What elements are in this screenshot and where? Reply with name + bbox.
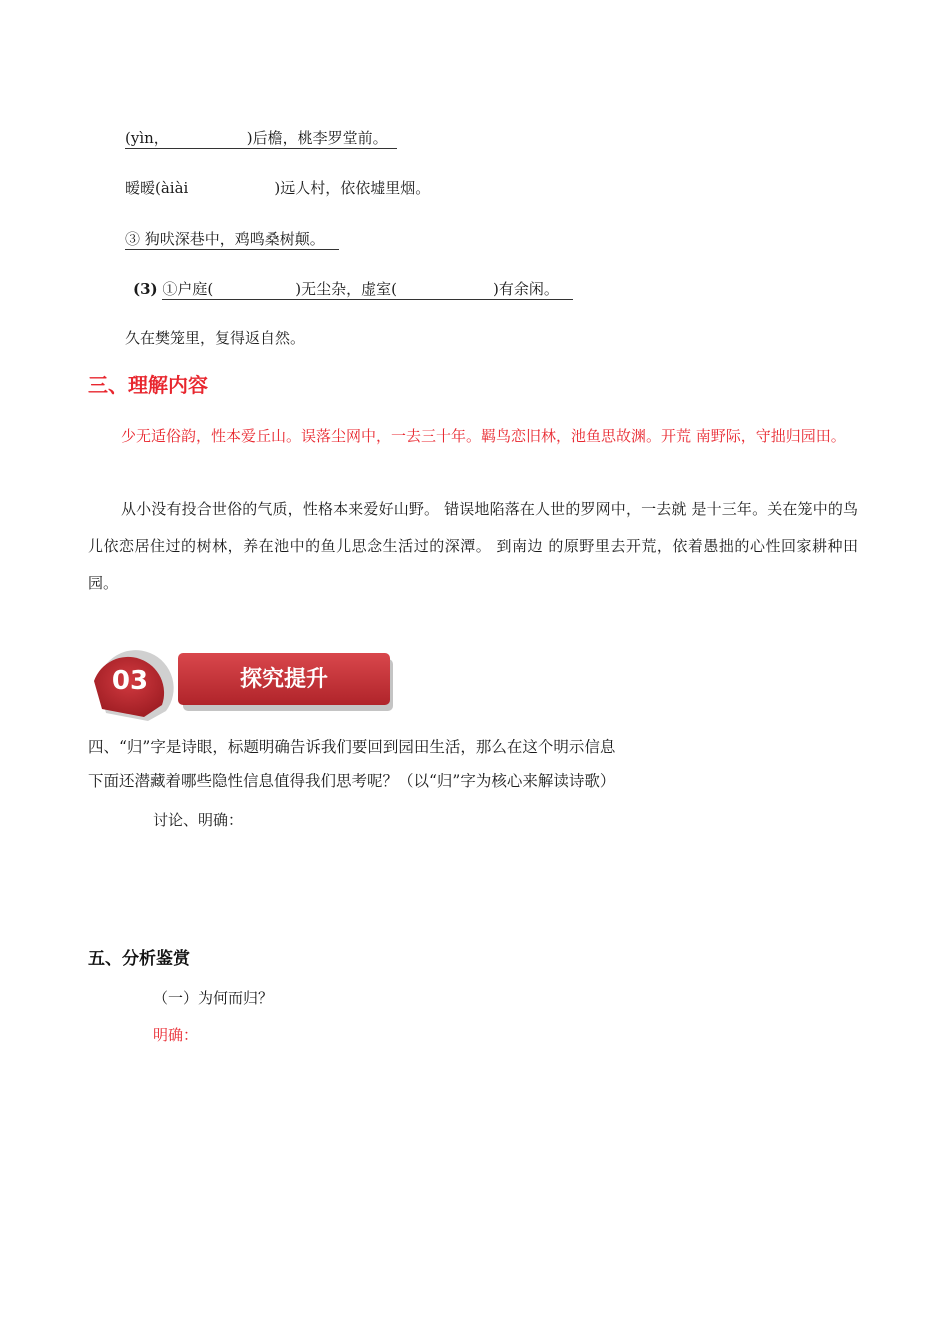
section5-heading: 五、分析鉴赏: [88, 949, 190, 969]
answer-label: 明确：: [153, 1026, 199, 1044]
section4-line1: 四、“归”字是诗眼，标题明确告诉我们要回到园田生活，那么在这个明示信息: [88, 738, 616, 756]
section-banner: [86, 643, 396, 723]
fill-line-4: (3) ①户庭( )无尘杂，虚室( )有余闲。: [133, 279, 573, 299]
discussion-label: 讨论、明确：: [153, 811, 244, 829]
fill-line-3: ③ 狗吠深巷中，鸡鸣桑树颠。: [125, 229, 339, 249]
section5-subheading: （一）为何而归？: [153, 989, 274, 1007]
banner-number: 03: [111, 666, 149, 696]
fill-line-5: 久在樊笼里，复得返自然。: [125, 329, 306, 347]
fill-line-2: 暧暧(àiài )远人村，依依墟里烟。: [125, 179, 431, 197]
section3-heading: 三、理解内容: [88, 373, 208, 397]
fill-line-1: (yìn， )后檐，桃李罗堂前。: [125, 128, 397, 148]
original-text: 少无适俗韵，性本爱丘山。误落尘网中，一去三十年。羁鸟恋旧林，池鱼思故渊。开荒 南野际，守拙归园田。: [121, 427, 846, 445]
banner-title: 探究提升: [239, 667, 329, 692]
section4-line2: 下面还潜藏着哪些隐性信息值得我们思考呢？（以“归”字为核心来解读诗歌）: [88, 772, 616, 790]
translation-text: 从小没有投合世俗的气质，性格本来爱好山野。 错误地陷落在人世的罗网中，一去就 是十三年。关在笼中的鸟儿依恋居住过的树林，养在池中的鱼儿思念生活过的深潭。 到南边 的原野里去开荒，依着愚拙的心性回家耕种田园。: [88, 500, 858, 592]
